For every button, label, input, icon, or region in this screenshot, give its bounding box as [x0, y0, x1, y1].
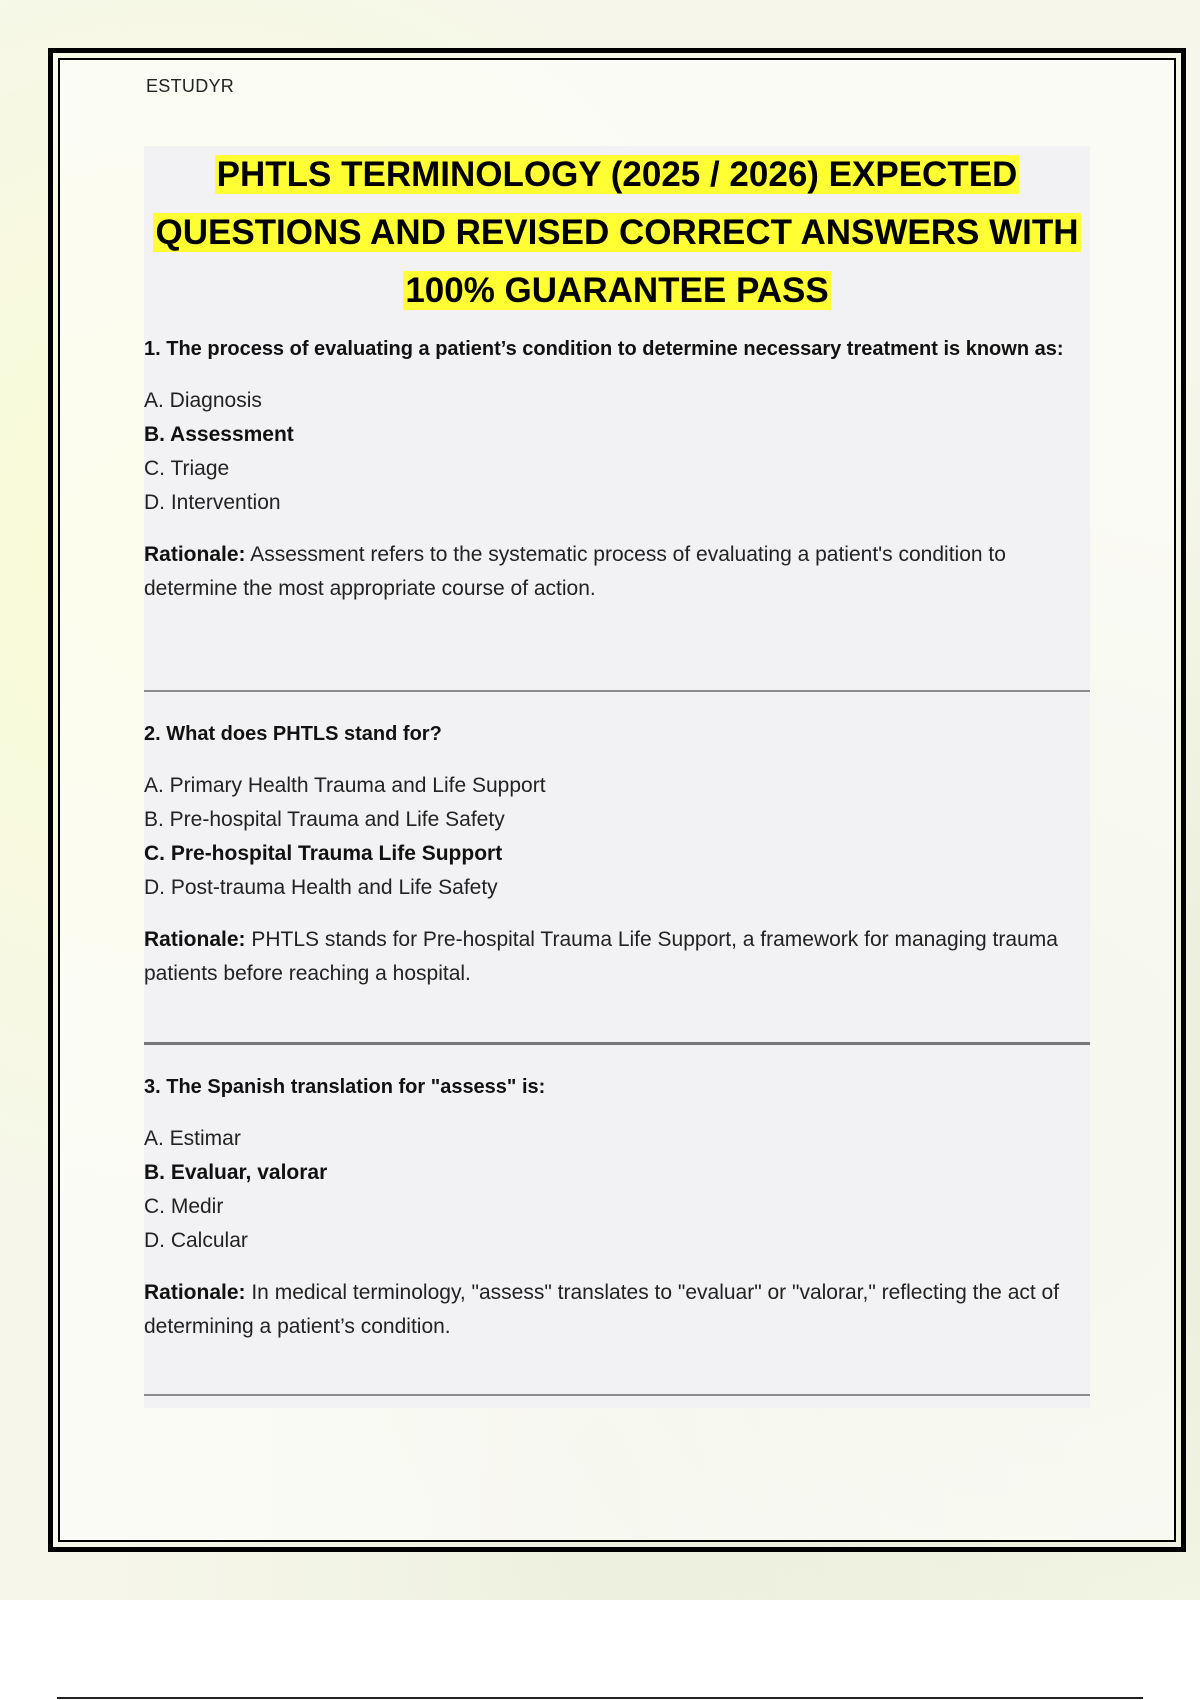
rationale-text: In medical terminology, "assess" translates to "evaluar" or "valorar," reflecting the act of determining a patient’s condition. — [144, 1281, 1060, 1338]
page-bottom-margin — [0, 1600, 1200, 1700]
brand-header: ESTUDYR — [146, 76, 235, 96]
option-b-correct: B. Evaluar, valorar — [144, 1161, 328, 1184]
option-a: A. Diagnosis — [144, 389, 262, 412]
rationale-text: PHTLS stands for Pre-hospital Trauma Life Support, a framework for managing trauma patients before reaching a hospital. — [144, 928, 1058, 985]
separator-3 — [144, 1394, 1090, 1396]
question-block-1 — [144, 332, 1090, 606]
option-b: B. Pre-hospital Trauma and Life Safety — [144, 808, 505, 831]
question-block-2 — [144, 717, 1090, 991]
rationale-label: Rationale: — [144, 543, 246, 566]
option-a: A. Estimar — [144, 1127, 241, 1150]
separator-1 — [144, 690, 1090, 692]
question-text: 2. What does PHTLS stand for? — [144, 723, 442, 745]
document-content — [144, 146, 1090, 1408]
question-text: 1. The process of evaluating a patient’s condition to determine necessary treatment is known as: — [144, 338, 1064, 360]
bottom-rule — [57, 1697, 1143, 1699]
rationale — [144, 923, 1090, 991]
option-d: D. Post-trauma Health and Life Safety — [144, 876, 498, 899]
question-text: 3. The Spanish translation for "assess" is: — [144, 1076, 546, 1098]
option-d: D. Intervention — [144, 491, 281, 514]
question-block-3 — [144, 1070, 1090, 1344]
option-c-correct: C. Pre-hospital Trauma Life Support — [144, 842, 503, 865]
option-c: C. Medir — [144, 1195, 224, 1218]
options-list — [144, 769, 1090, 905]
title-line-1: PHTLS TERMINOLOGY (2025 / 2026) EXPECTED — [216, 155, 1018, 194]
rationale-label: Rationale: — [144, 1281, 246, 1304]
option-b-correct: B. Assessment — [144, 423, 294, 446]
option-d: D. Calcular — [144, 1229, 248, 1252]
title-line-3: 100% GUARANTEE PASS — [405, 271, 829, 310]
option-c: C. Triage — [144, 457, 230, 480]
document-title — [144, 146, 1090, 320]
rationale — [144, 1276, 1090, 1344]
options-list — [144, 1122, 1090, 1258]
options-list — [144, 384, 1090, 520]
option-a: A. Primary Health Trauma and Life Support — [144, 774, 546, 797]
rationale — [144, 538, 1090, 606]
separator-2 — [144, 1042, 1090, 1045]
rationale-text: Assessment refers to the systematic process of evaluating a patient's condition to determine the most appropriate course of action. — [144, 543, 1006, 600]
title-line-2: QUESTIONS AND REVISED CORRECT ANSWERS WITH — [155, 213, 1079, 252]
rationale-label: Rationale: — [144, 928, 246, 951]
